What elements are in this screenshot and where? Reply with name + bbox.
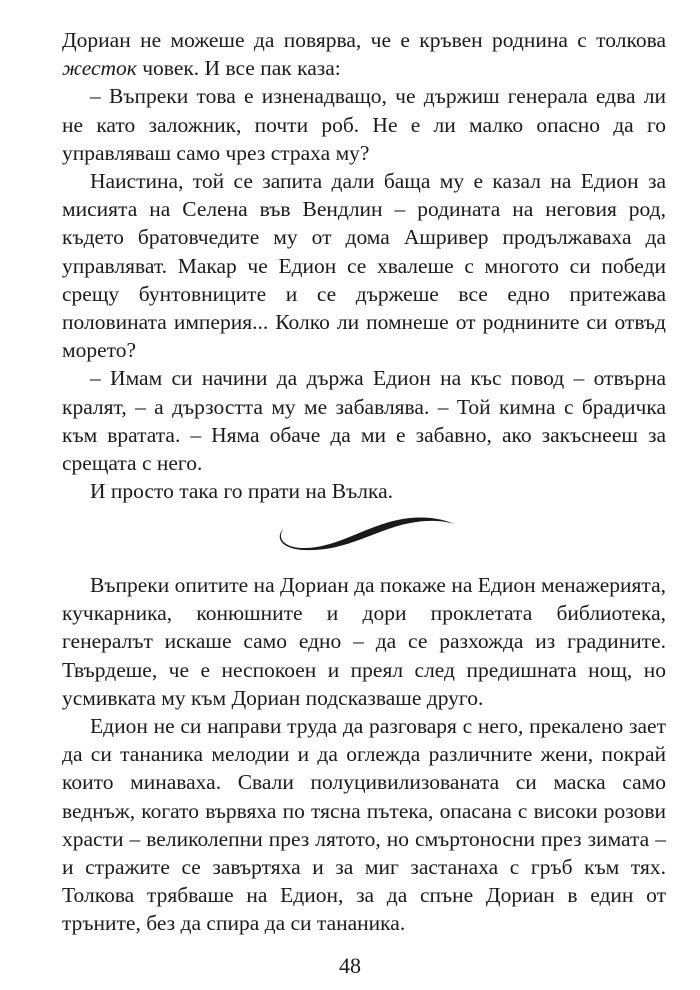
paragraph: Наистина, той се запита дали баща му е казал на Едион за мисията на Селена във Вендлин – родината на неговия род, където братовчедите му от дома Ашривер продължаваха да управляват. Макар че Едион се хвалеше с многото си победи срещу бунтовниците и се държеше все едно притежава половината империя... Колко ли помнеше от роднините си отвъд морето? [62, 169, 666, 363]
page-number: 48 [339, 953, 361, 978]
section-two [62, 571, 666, 938]
italic-word: жесток [62, 56, 137, 81]
paragraph: Едион не си направи труда да разговаря с него, прекалено зает да си тананика мелодии и да оглежда различните жени, покрай които минаваха. Свали полуцивилизованата си маска само веднъж, когато вървяха по тясна пътека, опасана с високи розови храсти – великолепни през лятото, но смъртоносни през зимата – и стражите се завъртяха и за миг застанаха с гръб към тях. Толкова трябваше на Едион, за да спъне Дориан в един от тръните, без да спира да си тананика. [62, 714, 666, 936]
flourish-divider-icon [270, 508, 460, 558]
paragraph: – Въпреки това е изненадващо, че държиш генерала едва ли не като заложник, почти роб. Не е ли малко опасно да го управляваш само чрез страха му? [62, 84, 666, 165]
paragraph: – Имам си начини да държа Едион на къс повод – отвърна кралят, – а дързостта му ме забавлява. – Той кимна с брадичка към вратата. – Няма обаче да ми е забавно, ако закъснееш за срещата с него. [62, 366, 666, 476]
paragraph: Въпреки опитите на Дориан да покаже на Едион менажерията, кучкарника, конюшните и дори проклетата библиотека, генералът искаше само едно – да се разхожда из градините. Твърдеше, че е неспокоен и преял след предишната нощ, но усмивката му към Дориан подсказваше друго. [62, 573, 667, 710]
paragraph-text: Дориан не можеше да повярва, че е кръвен роднина с толкова [62, 28, 666, 52]
paragraph: И просто така го прати на Вълка. [90, 479, 394, 504]
paragraph-text: човек. И все пак каза: [136, 56, 341, 81]
paragraph [62, 26, 666, 82]
section-one [62, 26, 666, 505]
